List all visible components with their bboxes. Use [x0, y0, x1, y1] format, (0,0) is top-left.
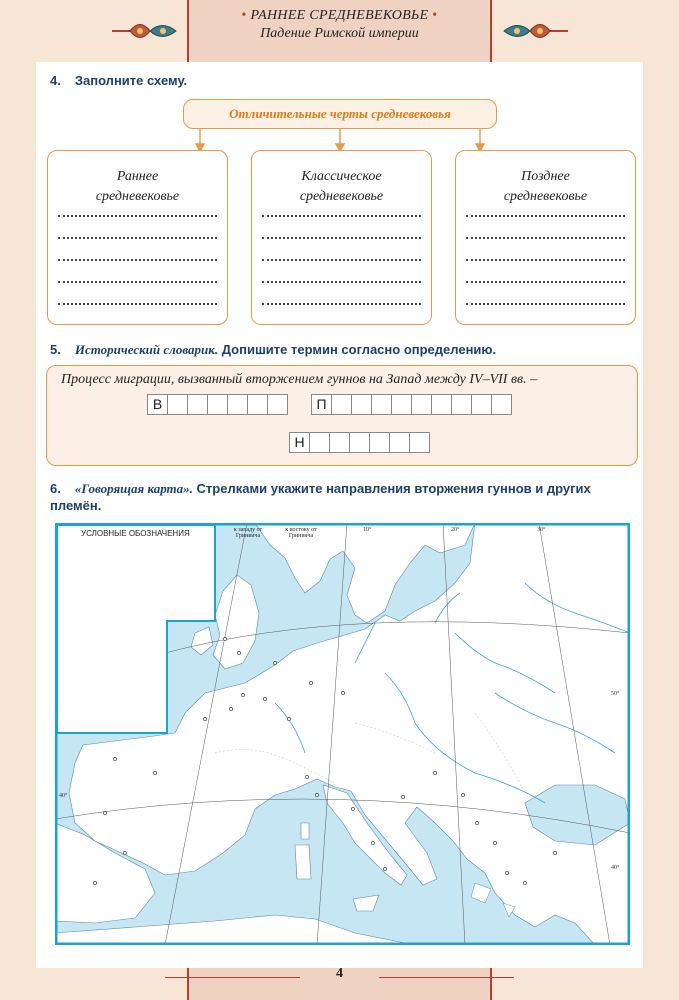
answer-line[interactable]: [262, 215, 421, 217]
deg-label-50: 50°: [611, 691, 620, 697]
answer-line[interactable]: [466, 281, 625, 283]
word-cells-n: [290, 432, 430, 453]
letter-cell[interactable]: [187, 394, 208, 415]
letter-cell[interactable]: [167, 394, 188, 415]
task6-label: «Говорящая карта».: [74, 481, 193, 496]
task4-number: 4.: [50, 73, 61, 88]
scheme-title-box: Отличительные черты средневековья: [183, 99, 497, 129]
dictionary-box: [46, 365, 638, 466]
deg-label-20: 20°: [451, 527, 460, 533]
task4-text: Заполните схему.: [74, 73, 188, 88]
scheme-connectors: [0, 0, 679, 160]
task6-heading: [50, 480, 640, 514]
answer-line[interactable]: [466, 215, 625, 217]
letter-cell[interactable]: [207, 394, 228, 415]
task5-text: Допишите термин согласно определению.: [221, 342, 497, 357]
letter-cell[interactable]: [267, 394, 288, 415]
branch-early-line2: средневековье: [95, 189, 180, 204]
deg-label-40-right: 40°: [611, 865, 620, 871]
branch-classic-line1: Классическое: [301, 169, 382, 184]
answer-line[interactable]: [262, 237, 421, 239]
word-cells-p: [312, 394, 512, 415]
deg-label-10: 10°: [363, 527, 372, 533]
task5-label: Исторический словарик.: [74, 342, 219, 357]
answer-line[interactable]: [466, 259, 625, 261]
letter-cell[interactable]: [331, 394, 352, 415]
word-cells-v: [148, 394, 288, 415]
branch-late-line2: средневековье: [503, 189, 588, 204]
letter-cell-first: П: [311, 394, 332, 415]
answer-line[interactable]: [262, 303, 421, 305]
letter-cell[interactable]: [389, 432, 410, 453]
task5-number: 5.: [50, 342, 61, 357]
answer-line[interactable]: [262, 259, 421, 261]
letter-cell[interactable]: [411, 394, 432, 415]
branch-box-early: [47, 150, 228, 325]
letter-cell[interactable]: [491, 394, 512, 415]
task6-text: Стрелками укажите направления вторжения гуннов и других племён.: [50, 481, 591, 513]
letter-cell[interactable]: [329, 432, 350, 453]
header-subtitle: Падение Римской империи: [260, 26, 419, 41]
deg-label-40-left: 40°: [59, 793, 68, 799]
letter-cell[interactable]: [351, 394, 372, 415]
letter-cell[interactable]: [349, 432, 370, 453]
letter-cell-first: Н: [289, 432, 310, 453]
dictionary-definition: Процесс миграции, вызванный вторжением гуннов на Запад между IV–VII вв. –: [61, 372, 538, 387]
contour-map[interactable]: [55, 523, 630, 945]
letter-cell[interactable]: [409, 432, 430, 453]
map-svg: [55, 523, 630, 945]
header-title: РАННЕЕ СРЕДНЕВЕКОВЬЕ: [250, 8, 429, 23]
answer-line[interactable]: [58, 303, 217, 305]
answer-line[interactable]: [58, 259, 217, 261]
task5-heading: [50, 342, 496, 358]
map-legend-title: УСЛОВНЫЕ ОБОЗНАЧЕНИЯ: [81, 529, 190, 538]
letter-cell[interactable]: [451, 394, 472, 415]
page-number: 4: [336, 966, 343, 981]
answer-line[interactable]: [58, 281, 217, 283]
header-separator-left: •: [241, 8, 247, 23]
answer-line[interactable]: [466, 303, 625, 305]
letter-cell[interactable]: [247, 394, 268, 415]
branch-label-classic: [252, 167, 431, 207]
letter-cell[interactable]: [227, 394, 248, 415]
letter-cell[interactable]: [431, 394, 452, 415]
meridian-east-label: к востоку от Гринвича: [285, 527, 317, 539]
deg-label-30: 30°: [537, 527, 546, 533]
answer-line[interactable]: [466, 237, 625, 239]
branch-classic-line2: средневековье: [299, 189, 384, 204]
meridian-west-label: к западу от Гринвича: [233, 527, 263, 539]
letter-cell[interactable]: [369, 432, 390, 453]
answer-line[interactable]: [58, 237, 217, 239]
branch-label-early: [48, 167, 227, 207]
branch-late-line1: Позднее: [521, 169, 570, 184]
letter-cell[interactable]: [471, 394, 492, 415]
answer-line[interactable]: [58, 215, 217, 217]
letter-cell[interactable]: [371, 394, 392, 415]
answer-line[interactable]: [262, 281, 421, 283]
branch-box-late: [455, 150, 636, 325]
letter-cell[interactable]: [391, 394, 412, 415]
branch-early-line1: Раннее: [116, 169, 159, 184]
task6-number: 6.: [50, 481, 61, 496]
branch-box-classic: [251, 150, 432, 325]
letter-cell-first: В: [147, 394, 168, 415]
branch-label-late: [456, 167, 635, 207]
letter-cell[interactable]: [309, 432, 330, 453]
header-separator-right: •: [432, 8, 438, 23]
